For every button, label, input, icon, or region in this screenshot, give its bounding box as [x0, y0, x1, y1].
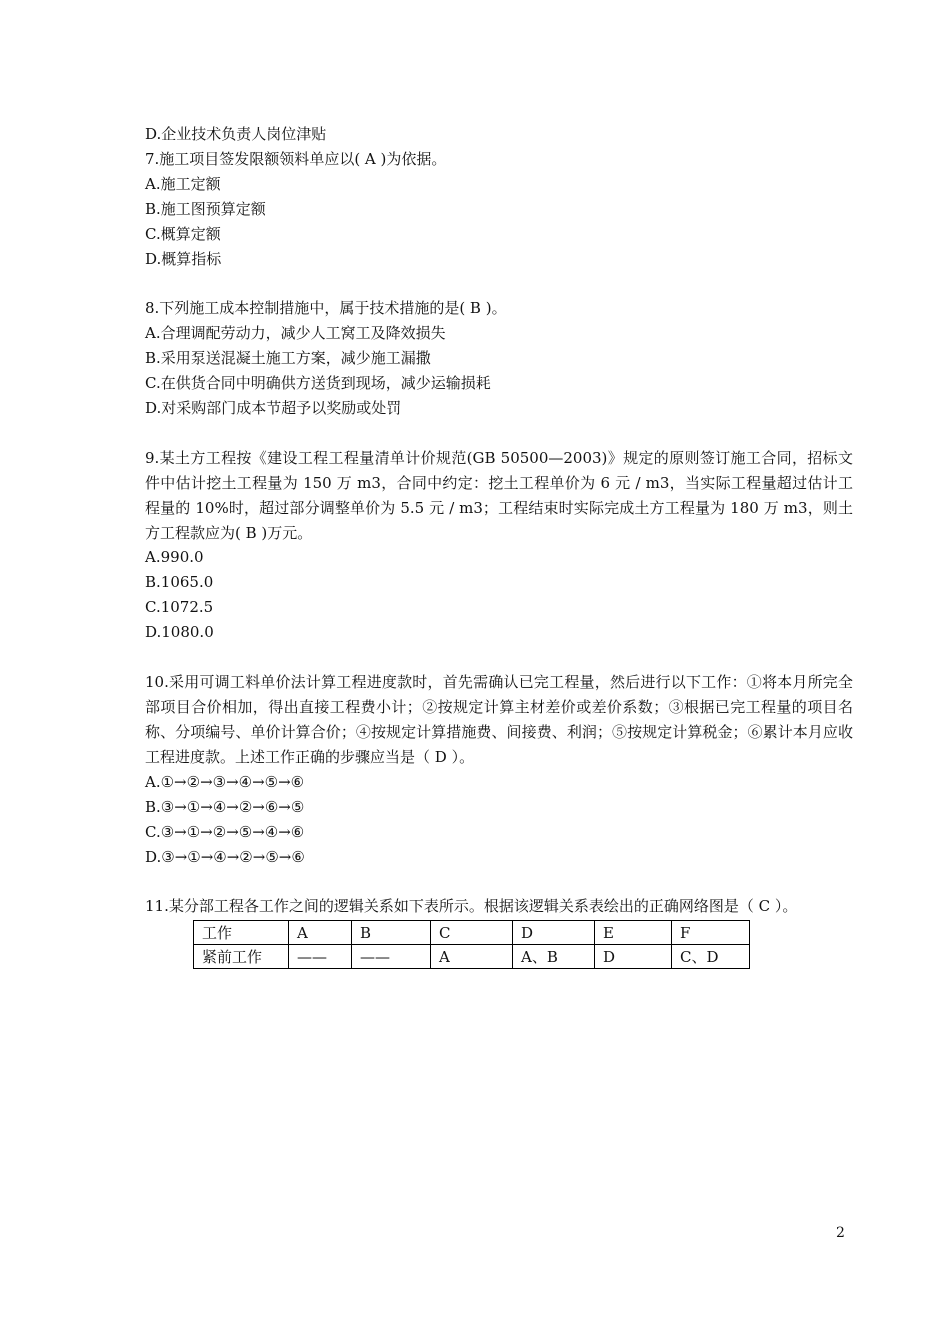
- q7-option-d: D.概算指标: [145, 250, 222, 268]
- q8-option-a: A.合理调配劳动力，减少人工窝工及降效损失: [145, 324, 446, 342]
- pred-cell-d: A、B: [513, 945, 595, 969]
- pred-cell-e: D: [595, 945, 672, 969]
- work-cell-e: E: [595, 921, 672, 945]
- q7-option-b: B.施工图预算定额: [145, 200, 266, 218]
- q8-option-d: D.对采购部门成本节超予以奖励或处罚: [145, 399, 402, 417]
- q8-option-b: B.采用泵送混凝土施工方案，减少施工漏撒: [145, 349, 431, 367]
- work-cell-c: C: [431, 921, 513, 945]
- q11-stem: 11.某分部工程各工作之间的逻辑关系如下表所示。根据该逻辑关系表绘出的正确网络图是（ C ）。: [145, 897, 798, 915]
- q7-option-c: C.概算定额: [145, 225, 221, 243]
- pred-cell-c: A: [431, 945, 513, 969]
- q10-option-b: B.③→①→④→②→⑥→⑤: [145, 798, 305, 816]
- table-row-work: [194, 921, 750, 945]
- q8-option-c: C.在供货合同中明确供方送货到现场，减少运输损耗: [145, 374, 491, 392]
- q10-option-d: D.③→①→④→②→⑤→⑥: [145, 848, 305, 866]
- work-cell-f: F: [672, 921, 750, 945]
- page-number: 2: [836, 1225, 845, 1241]
- pred-cell-a: ——: [289, 945, 352, 969]
- work-cell-b: B: [352, 921, 431, 945]
- q7-stem: 7.施工项目签发限额领料单应以( A )为依据。: [145, 150, 447, 168]
- q9-option-a: A.990.0: [145, 548, 204, 566]
- q9-option-c: C.1072.5: [145, 598, 214, 616]
- work-cell-a: A: [289, 921, 352, 945]
- q9-option-d: D.1080.0: [145, 623, 214, 641]
- table-row-predecessors: [194, 945, 750, 969]
- q10-option-a: A.①→②→③→④→⑤→⑥: [145, 773, 305, 791]
- work-cell-d: D: [513, 921, 595, 945]
- row-header-work: 工作: [194, 921, 289, 945]
- logic-relation-table: [193, 920, 750, 969]
- q7-option-a: A.施工定额: [145, 175, 221, 193]
- q8-stem: 8.下列施工成本控制措施中，属于技术措施的是( B )。: [145, 299, 507, 317]
- q10-option-c: C.③→①→②→⑤→④→⑥: [145, 823, 305, 841]
- q6-option-d: D.企业技术负责人岗位津贴: [145, 125, 327, 143]
- q10-stem: 10.采用可调工料单价法计算工程进度款时，首先需确认已完工程量，然后进行以下工作：①将本月所完全部项目合价相加，得出直接工程费小计；②按规定计算主材差价或差价系数；③根据已完工程量的项目名称、分项编号、单价计算合价；④按规定计算措施费、间接费、利润；⑤按规定计算税金；⑥累计本月应收工程进度款。上述工作正确的步骤应当是（ D ）。: [145, 673, 853, 766]
- pred-cell-b: ——: [352, 945, 431, 969]
- pred-cell-f: C、D: [672, 945, 750, 969]
- q9-stem: 9.某土方工程按《建设工程工程量清单计价规范(GB 50500—2003)》规定的原则签订施工合同，招标文件中估计挖土工程量为 150 万 m3，合同中约定：挖土工程单价为 6 元 / m3，当实际工程量超过估计工程量的 10%时，超过部分调整单价为 5.5 元 / m3；工程结束时实际完成土方工程量为 180 万 m3，则土方工程款应为( B )万元。: [145, 449, 853, 542]
- q9-option-b: B.1065.0: [145, 573, 214, 591]
- row-header-predecessors: 紧前工作: [194, 945, 289, 969]
